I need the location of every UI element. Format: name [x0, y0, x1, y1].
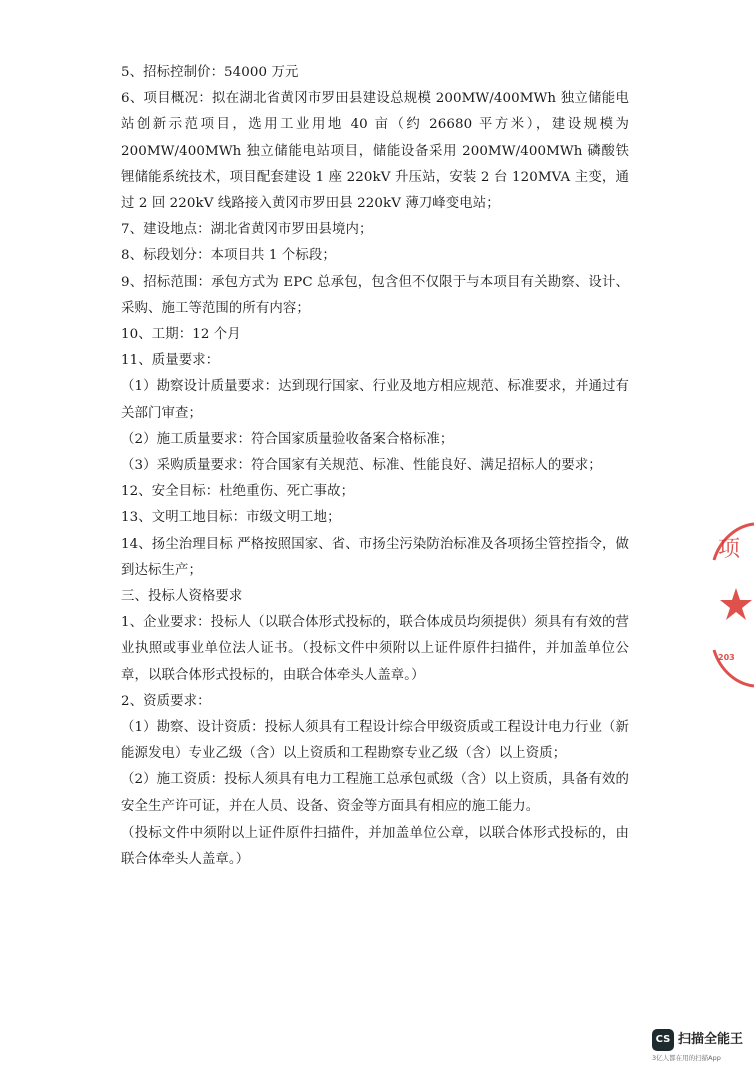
paragraph-bid-scope: 9、招标范围：承包方式为 EPC 总承包，包含但不仅限于与本项目有关勘察、设计、采购、施工等范围的所有内容； — [121, 274, 629, 316]
paragraph-quality-construction: （2）施工质量要求：符合国家质量验收备案合格标准； — [121, 431, 454, 447]
paragraph-qualification-requirements: 2、资质要求： — [121, 693, 211, 709]
paragraph-quality-requirements: 11、质量要求： — [121, 353, 220, 369]
section-heading-bidder-qualification: 三、投标人资格要求 — [121, 589, 243, 605]
cs-logo-icon: CS — [652, 1029, 674, 1051]
paragraph-construction-site: 7、建设地点：湖北省黄冈市罗田县境内； — [121, 222, 373, 238]
seal-star — [720, 588, 752, 620]
paragraph-enterprise-requirements: 1、企业要求：投标人（以联合体形式投标的，联合体成员均须提供）须具有有效的营业执照或事业单位法人证书。（投标文件中须附以上证件原件扫描件，并加盖单位公章，以联合体形式投标的，由联合体牵头人盖章。） — [121, 615, 629, 683]
paragraph-survey-design-qualification: （1）勘察、设计资质：投标人须具有工程设计综合甲级资质或工程设计电力行业（新能源发电）专业乙级（含）以上资质和工程勘察专业乙级（含）以上资质； — [121, 720, 629, 762]
paragraph-quality-procurement: （3）采购质量要求：符合国家有关规范、标准、性能良好、满足招标人的要求； — [121, 458, 602, 474]
paragraph-project-overview: 6、项目概况：拟在湖北省黄冈市罗田县建设总规模 200MW/400MWh 独立储能电站创新示范项目，选用工业用地 40 亩（约 26680 平方米），建设规模为 200MW/400MWh 独立储能电站项目，储能设备采用 200MW/400MWh 磷酸铁锂储能系统技术，项目配套建设 1 座 220kV 升压站，安装 2 台 120MVA 主变，通过 2 回 220kV 线路接入黄冈市罗田县 220kV 薄刀峰变电站； — [121, 91, 629, 212]
paragraph-safety-target: 12、安全目标：杜绝重伤、死亡事故； — [121, 484, 355, 500]
paragraph-civilized-site: 13、文明工地目标：市级文明工地； — [121, 510, 341, 526]
watermark-app-name: 扫描全能王 — [678, 1032, 744, 1047]
paragraph-attachment-note: （投标文件中须附以上证件原件扫描件，并加盖单位公章，以联合体形式投标的，由联合体牵头人盖章。） — [121, 825, 629, 868]
watermark-tagline: 3亿人都在用的扫描App — [652, 1054, 721, 1062]
seal-digits: 203 — [718, 653, 735, 662]
paragraph-bid-control-price: 5、招标控制价：54000 万元 — [121, 65, 299, 80]
seal-char: 项 — [718, 537, 741, 562]
paragraph-dust-control: 14、扬尘治理目标 严格按照国家、省、市扬尘污染防治标准及各项扬尘管控指令，做到达标生产； — [121, 536, 629, 578]
paragraph-quality-design: （1）勘察设计质量要求：达到现行国家、行业及地方相应规范、标准要求，并通过有关部门审查； — [121, 379, 629, 421]
paragraph-construction-qualification: （2）施工资质：投标人须具有电力工程施工总承包贰级（含）以上资质，具备有效的安全生产许可证，并在人员、设备、资金等方面具有相应的施工能力。 — [121, 772, 629, 814]
paragraph-duration: 10、工期：12 个月 — [121, 327, 241, 343]
document-body — [121, 60, 629, 873]
paragraph-lot-division: 8、标段划分：本项目共 1 个标段； — [121, 248, 336, 264]
red-seal-stamp — [706, 520, 754, 690]
scanner-watermark — [652, 1029, 754, 1065]
